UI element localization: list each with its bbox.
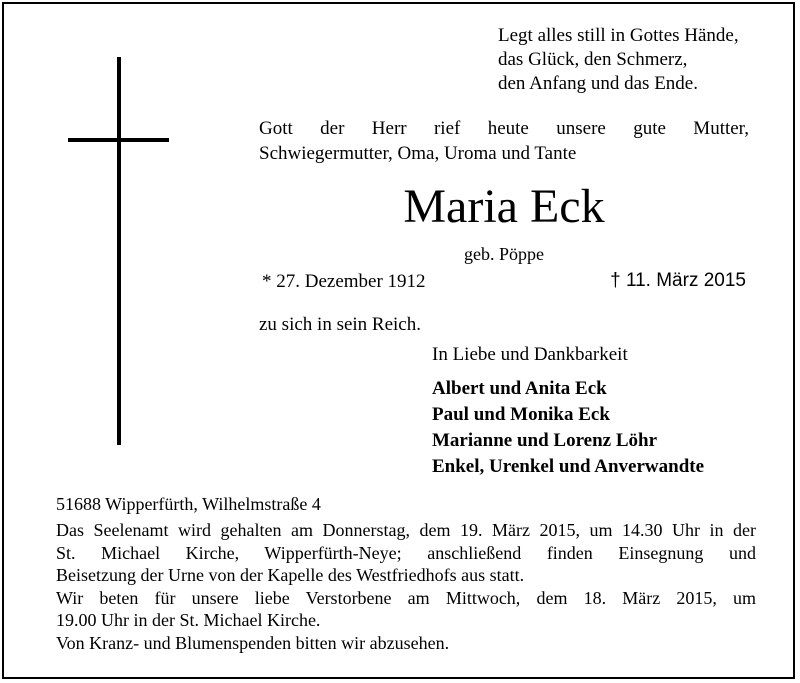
notice-line: Wir beten für unsere liebe Verstorbene am Mittwoch, dem 18. März 2015, um bbox=[56, 587, 756, 608]
notice-line: 19.00 Uhr in der St. Michael Kirche. bbox=[56, 610, 321, 631]
death-date: † 11. März 2015 bbox=[610, 270, 746, 291]
mourner-name: Marianne und Lorenz Löhr bbox=[432, 430, 658, 451]
intro-text bbox=[259, 116, 749, 166]
motto-line: den Anfang und das Ende. bbox=[498, 73, 698, 94]
intro-line: Schwiegermutter, Oma, Uroma und Tante bbox=[259, 143, 577, 164]
cross-vertical-bar bbox=[117, 57, 121, 445]
mourners-heading: In Liebe und Dankbarkeit bbox=[432, 344, 628, 365]
intro-line: Gott der Herr rief heute unsere gute Mutter, bbox=[259, 118, 749, 139]
birth-date: * 27. Dezember 1912 bbox=[262, 271, 426, 292]
born-name: geb. Pöppe bbox=[464, 244, 544, 264]
mourners-list bbox=[432, 376, 704, 480]
mourner-name: Paul und Monika Eck bbox=[432, 404, 610, 425]
family-address: 51688 Wipperfürth, Wilhelmstraße 4 bbox=[56, 494, 321, 514]
motto-line: das Glück, den Schmerz, bbox=[498, 49, 688, 70]
cross-horizontal-bar bbox=[68, 138, 169, 142]
service-notice bbox=[56, 519, 756, 655]
deceased-name: Maria Eck bbox=[403, 180, 605, 233]
notice-line: Das Seelenamt wird gehalten am Donnerstag, dem 19. März 2015, um 14.30 Uhr in der bbox=[56, 520, 756, 540]
notice-line: St. Michael Kirche, Wipperfürth-Neye; anschließend finden Einsegnung und bbox=[56, 542, 756, 563]
notice-line: Von Kranz- und Blumenspenden bitten wir abzusehen. bbox=[56, 632, 450, 653]
mourner-name: Albert und Anita Eck bbox=[432, 378, 607, 399]
notice-line: Beisetzung der Urne von der Kapelle des Westfriedhofs aus statt. bbox=[56, 565, 525, 586]
motto-verse bbox=[498, 24, 778, 96]
motto-line: Legt alles still in Gottes Hände, bbox=[498, 25, 739, 46]
mourner-name: Enkel, Urenkel und Anverwandte bbox=[432, 456, 705, 477]
closing-text: zu sich in sein Reich. bbox=[259, 314, 421, 335]
